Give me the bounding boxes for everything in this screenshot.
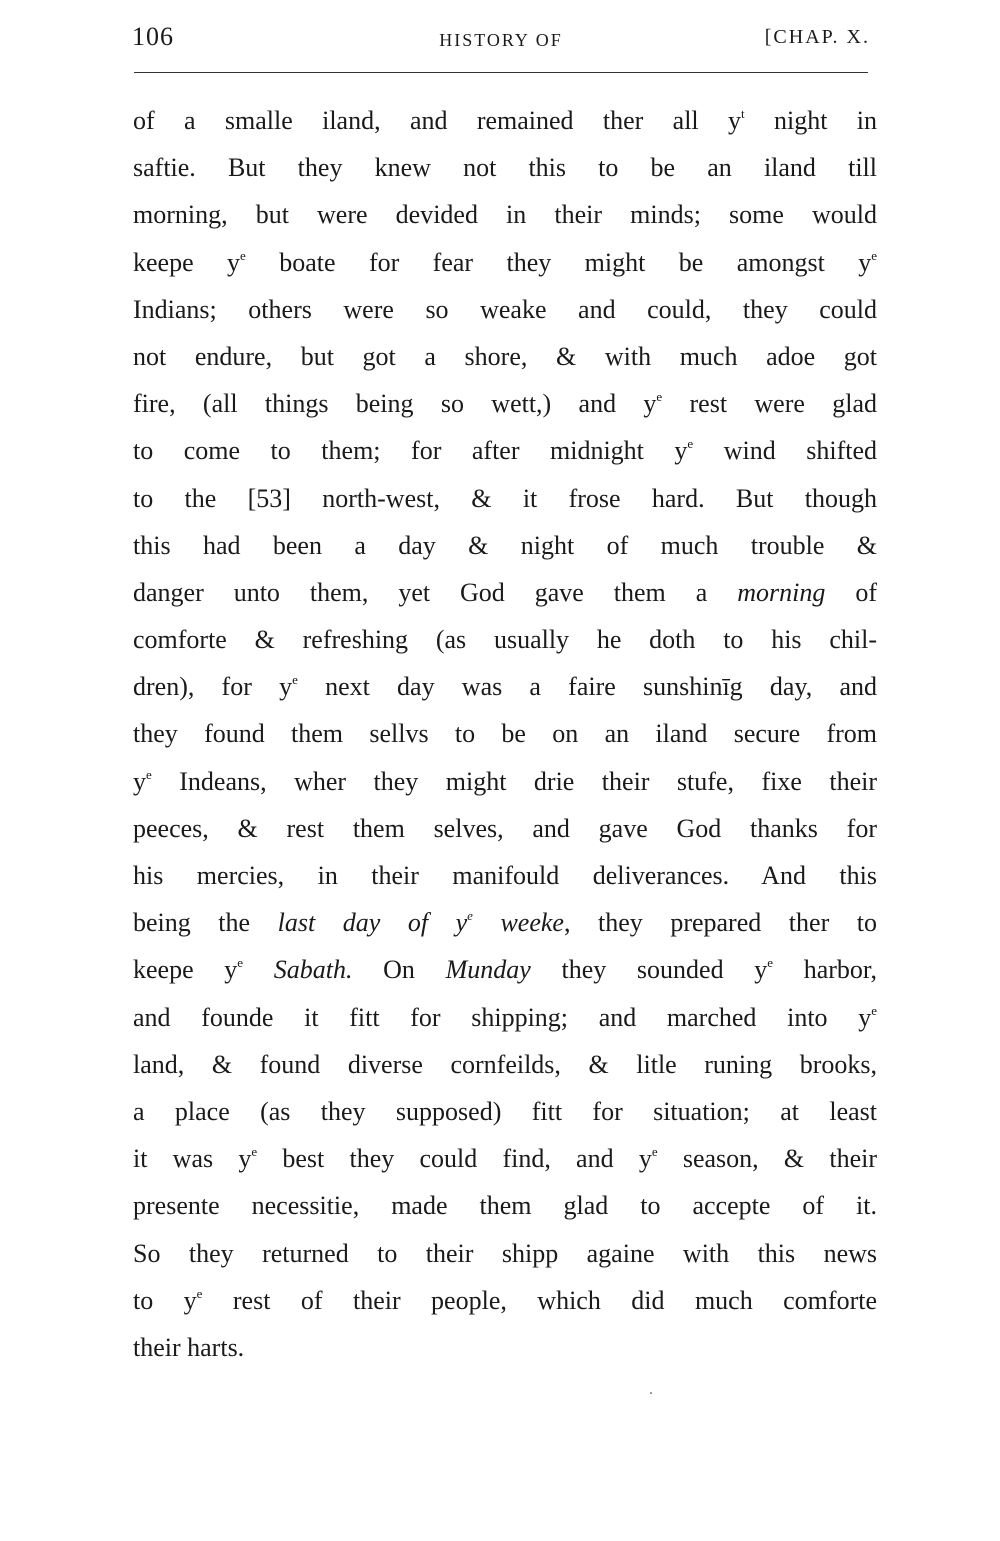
- page-number: 106: [132, 22, 174, 51]
- text-line: Indians; others were so weake and could, they could: [133, 294, 877, 324]
- text-line: keepe $y^e$ Sabath. On Munday they sounded $y^e$ harbor,: [133, 955, 878, 985]
- text-line: his mercies, in their manifould deliverances. And this: [133, 861, 877, 890]
- page-header: [132, 22, 870, 58]
- text-line: not endure, but got a shore, & with much adoe got: [133, 341, 877, 371]
- text-line: $y^e$ Indeans, wher they might drie their stufe, fixe their: [133, 766, 877, 796]
- text-line-last: their harts.: [133, 1332, 245, 1362]
- chapter-label: [CHAP. X.: [764, 26, 870, 48]
- text-line: saftie. But they knew not this to be an iland till: [133, 153, 877, 183]
- text-line: to $y^e$ rest of their people, which did much comforte: [133, 1285, 877, 1315]
- text-line: to the [53] north-west, & it frose hard. But though: [133, 483, 877, 513]
- text-line: morning, but were devided in their minds; some would: [133, 200, 877, 230]
- paper-speck: [650, 1392, 652, 1394]
- text-line: they found them sellvs to be on an iland secure from: [133, 719, 877, 749]
- header-rule: [134, 72, 868, 73]
- text-line: it was $y^e$ best they could find, and $y^e$ season, & their: [133, 1144, 877, 1174]
- text-line: peeces, & rest them selves, and gave God thanks for: [133, 813, 877, 843]
- text-line: to come to them; for after midnight $y^e$ wind shifted: [133, 436, 878, 466]
- text-line: presente necessitie, made them glad to accepte of it.: [133, 1191, 877, 1221]
- text-line: danger unto them, yet God gave them a morning of: [133, 577, 877, 607]
- text-line: land, & found diverse cornfeilds, & litle runing brooks,: [133, 1049, 877, 1079]
- text-line: being the last day of $y^e$ weeke, they prepared ther to: [133, 908, 877, 938]
- text-line: of a smalle iland, and remained ther all $y^t$ night in: [133, 106, 878, 135]
- text-line: a place (as they supposed) fitt for situation; at least: [133, 1096, 877, 1126]
- text-line: So they returned to their shipp againe with this news: [133, 1238, 877, 1268]
- text-line: keepe $y^e$ boate for fear they might be amongst $y^e$: [133, 247, 877, 277]
- text-line: comforte & refreshing (as usually he doth to his chil-: [133, 625, 877, 655]
- body-text: [133, 97, 877, 1371]
- text-line: and founde it fitt for shipping; and marched into $y^e$: [133, 1002, 877, 1032]
- text-line: fire, (all things being so wett,) and $y^e$ rest were glad: [133, 389, 877, 419]
- text-line: this had been a day & night of much trouble &: [133, 530, 877, 560]
- text-line: dren), for $y^e$ next day was a faire sunshinīg day, and: [133, 672, 877, 702]
- running-title: HISTORY OF: [439, 30, 563, 50]
